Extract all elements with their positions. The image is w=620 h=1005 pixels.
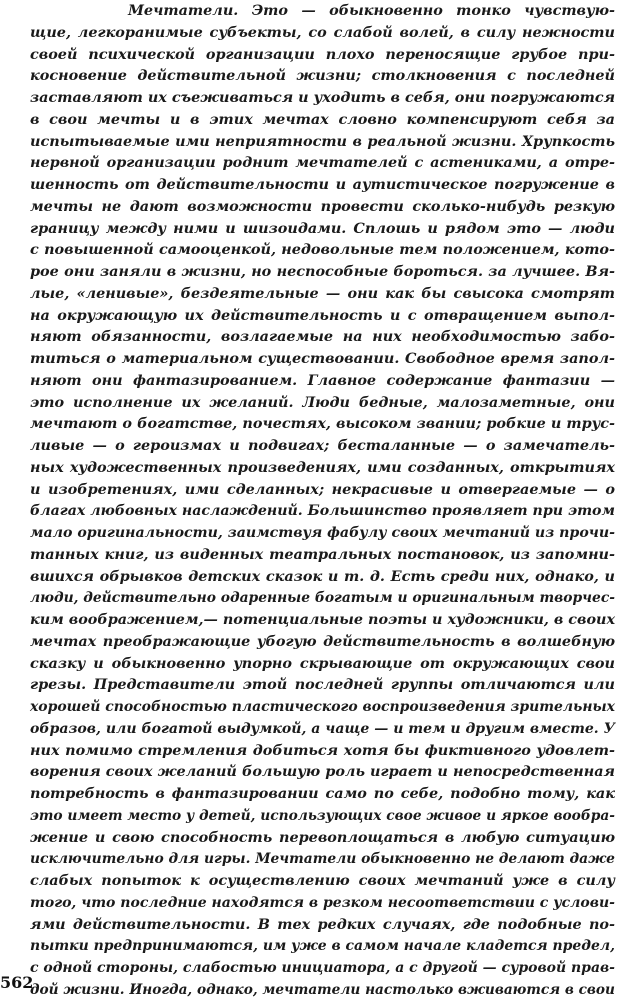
text-line: потребность в фантазировании само по себе, подобно тому, как — [30, 785, 615, 802]
text-line: люди, действительно одаренные богатым и оригинальным творчес- — [30, 589, 615, 607]
text-line: мало оригинальности, заимствуя фабулу своих мечтаний из прочи- — [30, 524, 616, 541]
text-line: них помимо стремления добиться хотя бы фиктивного удовлет- — [30, 741, 615, 759]
text-line: ями действительности. В тех редких случаях, где подобные по- — [30, 915, 615, 933]
text-line: слабых попыток к осуществлению своих мечтаний уже в силу — [30, 872, 615, 889]
text-line: няют обязанности, возлагаемые на них необходимостью забо- — [30, 328, 615, 346]
text-line: шенность от действительности и аутистическое погружение в — [30, 176, 615, 193]
text-line: хорошей способностью пластического воспроизведения зрительных — [30, 698, 615, 715]
text-line: жение и свою способность перевоплощаться в любую ситуацию — [30, 828, 615, 846]
text-line: с одной стороны, слабостью инициатора, а с другой — суровой прав- — [30, 959, 615, 976]
text-line: в свои мечты и в этих мечтах словно компенсируют себя за — [30, 110, 615, 128]
text-line: это имеет место у детей, использующих свое живое и яркое вообра- — [30, 806, 616, 824]
text-line: нервной организации роднит мечтателей с астениками, а отре- — [30, 154, 615, 172]
text-line: с повышенной самооценкой, недовольные тем положением, кото- — [30, 241, 615, 259]
text-line: границу между ними и шизоидами. Сплошь и рядом это — люди — [30, 219, 615, 237]
text-line: Мечтатели. Это — обыкновенно тонко чувствую- — [128, 2, 615, 19]
text-line: образов, или богатой выдумкой, а чаще — и тем и другим вместе. У — [30, 719, 615, 737]
text-line: мечтают о богатстве, почестях, высоком звании; робкие и трус- — [30, 415, 615, 433]
text-line: рое они заняли в жизни, но неспособные бороться. за лучшее. Вя- — [30, 263, 615, 280]
text-line: благах любовных наслаждений. Большинство проявляет при этом — [30, 502, 615, 520]
text-line: мечты не дают возможности провести сколько-нибудь резкую — [30, 197, 615, 215]
text-line: своей психической организации плохо переносящие грубое при- — [30, 45, 615, 63]
text-line: щие, легкоранимые субъекты, со слабой волей, в силу нежности — [30, 23, 615, 41]
text-line: танных книг, из виденных театральных постановок, из запомни- — [30, 545, 615, 563]
text-line: и изобретениях, ими сделанных; некрасивые и отвергаемые — о — [30, 480, 615, 498]
text-line: грезы. Представители этой последней группы отличаются или — [30, 676, 615, 694]
text-line: вшихся обрывков детских сказок и т. д. Есть среди них, однако, и — [30, 567, 615, 585]
text-line: пытки предпринимаются, им уже в самом начале кладется предел, — [30, 937, 615, 955]
text-line: мечтах преображающие убогую действительность в волшебную — [30, 632, 615, 650]
text-line: ливые — о героизмах и подвигах; бесталанные — о замечатель- — [30, 437, 615, 454]
text-line: лые, «ленивые», бездеятельные — они как бы свысока смотрят — [30, 284, 615, 302]
text-line: это исполнение их желаний. Люди бедные, малозаметные, они — [30, 393, 615, 411]
text-line: того, что последние находятся в резком несоответствии с услови- — [30, 893, 615, 911]
body-text — [30, 0, 615, 1001]
text-line: заставляют их съеживаться и уходить в себя, они погружаются — [30, 89, 616, 106]
text-line: титься о материальном существовании. Свободное время запол- — [30, 350, 615, 367]
text-line: ных художественных произведениях, ими созданных, открытиях — [30, 458, 615, 476]
text-line: ким воображением,— потенциальные поэты и художники, в своих — [30, 611, 616, 628]
text-line: дой жизни. Иногда, однако, мечтатели настолько вживаются в свои — [30, 980, 615, 998]
text-line: косновение действительной жизни; столкновения с последней — [30, 67, 615, 85]
text-line: исключительно для игры. Мечтатели обыкновенно не делают даже — [30, 850, 615, 868]
text-line: на окружающую их действительность и с отвращением выпол- — [30, 306, 615, 324]
text-line: ворения своих желаний большую роль играет и непосредственная — [30, 763, 615, 781]
text-line: няют они фантазированием. Главное содержание фантазии — — [30, 371, 615, 389]
text-line: сказку и обыкновенно упорно скрывающие от окружающих свои — [30, 654, 615, 672]
page-number: 562 — [0, 973, 34, 992]
text-line: испытываемые ими неприятности в реальной жизни. Хрупкость — [30, 132, 615, 150]
